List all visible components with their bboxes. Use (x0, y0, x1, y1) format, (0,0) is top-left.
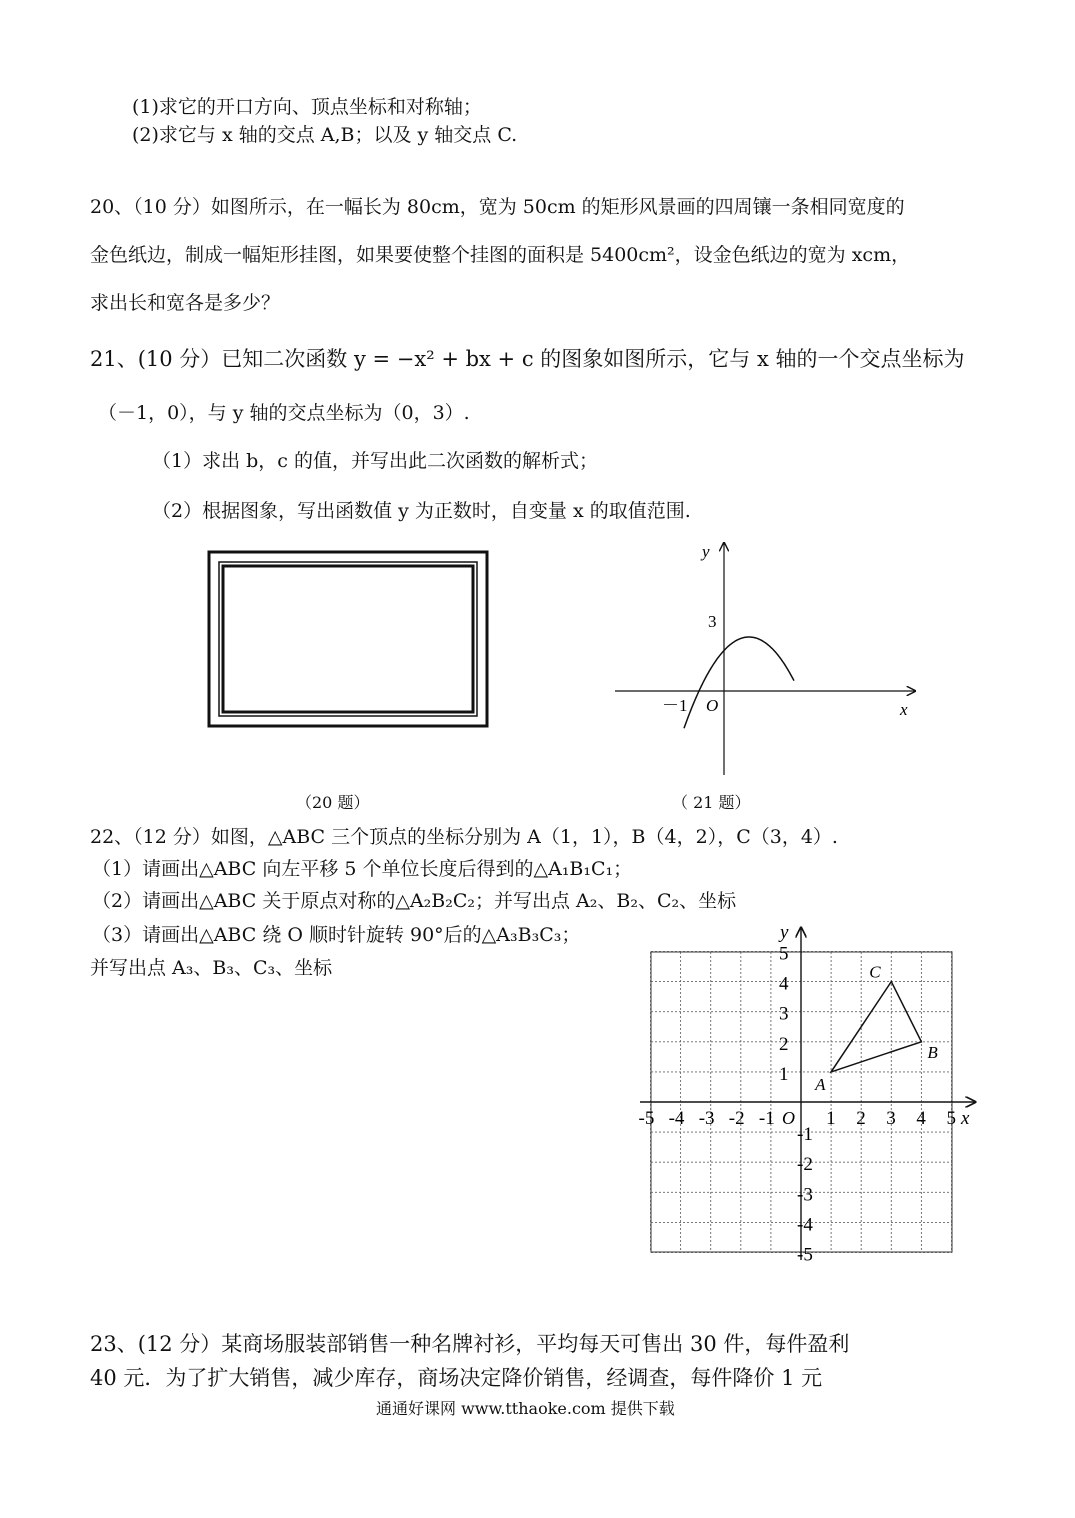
x-tick-label: 4 (916, 1108, 926, 1129)
grid-y-label: y (780, 922, 789, 943)
q20-line3: 求出长和宽各是多少？ (90, 292, 281, 314)
graph-neg-one-label: －1 (662, 696, 688, 715)
q22-sub3: （3）请画出△ABC 绕 O 顺时针旋转 90°后的△A₃B₃C₃； (92, 924, 581, 946)
graph-three-label: 3 (708, 612, 717, 631)
figure-20-caption: （20 题） (296, 793, 370, 812)
figure-21-graph (610, 535, 930, 780)
y-tick-label: 4 (779, 973, 789, 995)
figure-22-grid (630, 920, 990, 1270)
parabola-curve (684, 637, 794, 728)
y-tick-label: -3 (797, 1184, 813, 1206)
y-tick-label: -4 (797, 1214, 813, 1236)
x-tick-label: 3 (886, 1108, 896, 1129)
graph-y-label: y (702, 542, 710, 561)
point-c-label: C (869, 962, 881, 982)
q22-sub2: （2）请画出△ABC 关于原点对称的△A₂B₂C₂；并写出点 A₂、B₂、C₂、坐标 (92, 890, 737, 912)
grid-origin-label: O (782, 1108, 795, 1128)
graph-x-label: x (900, 700, 908, 719)
y-tick-label: 5 (779, 943, 789, 965)
q19-sub2: (2)求它与 x 轴的交点 A,B；以及 y 轴交点 C. (132, 124, 518, 146)
y-tick-label: -1 (797, 1124, 813, 1146)
outer-frame (209, 552, 487, 726)
y-tick-label: 3 (779, 1003, 789, 1025)
x-tick-label: 5 (946, 1108, 956, 1129)
figure-20-frame (205, 548, 491, 730)
grid-x-label: x (961, 1108, 970, 1129)
q21-line2: （－1，0），与 y 轴的交点坐标为（0，3）. (98, 402, 470, 424)
x-tick-label: -1 (758, 1108, 775, 1129)
q21-sub1: （1）求出 b，c 的值，并写出此二次函数的解析式； (152, 450, 598, 472)
figure-21-caption: （ 21 题） (672, 793, 751, 812)
tick-labels (639, 944, 957, 1266)
y-tick-label: -2 (797, 1154, 813, 1176)
x-tick-label: 1 (826, 1108, 836, 1129)
point-b-label: B (927, 1042, 938, 1062)
q21-line1: 21、(10 分）已知二次函数 y = −x² + bx + c 的图象如图所示，它与 x 轴的一个交点坐标为 (90, 347, 965, 371)
graph-origin-label: O (706, 696, 719, 715)
q20-line1: 20、（10 分）如图所示，在一幅长为 80cm，宽为 50cm 的矩形风景画的四周镶一条相同宽度的 (90, 196, 905, 218)
x-tick-label: -2 (728, 1108, 745, 1129)
q20-line2: 金色纸边，制成一幅矩形挂图，如果要使整个挂图的面积是 5400cm²，设金色纸边的宽为 xcm， (90, 244, 911, 266)
q23-line1: 23、(12 分）某商场服装部销售一种名牌衬衫，平均每天可售出 30 件，每件盈利 (90, 1332, 850, 1356)
x-tick-label: -3 (698, 1108, 715, 1129)
x-tick-label: -5 (638, 1108, 655, 1129)
q22-sub1: （1）请画出△ABC 向左平移 5 个单位长度后得到的△A₁B₁C₁； (92, 858, 633, 880)
q21-sub2: （2）根据图象，写出函数值 y 为正数时，自变量 x 的取值范围. (152, 500, 691, 522)
q22-sub4: 并写出点 A₃、B₃、C₃、坐标 (90, 957, 333, 979)
x-tick-label: -4 (668, 1108, 685, 1129)
q23-line2: 40 元．为了扩大销售，减少库存，商场决定降价销售，经调查，每件降价 1 元 (90, 1366, 823, 1390)
q19-sub1: (1)求它的开口方向、顶点坐标和对称轴； (132, 96, 482, 118)
point-a-label: A (815, 1074, 826, 1094)
triangle-abc (831, 982, 921, 1072)
x-tick-label: 2 (856, 1108, 866, 1129)
y-tick-label: 1 (779, 1063, 789, 1085)
page-footer: 通通好课网 www.tthaoke.com 提供下载 (376, 1399, 675, 1418)
y-tick-label: -5 (797, 1244, 813, 1266)
middle-frame (219, 562, 477, 716)
inner-frame (223, 566, 473, 712)
q22-line1: 22、（12 分）如图，△ABC 三个顶点的坐标分别为 A（1，1），B（4，2），C（3，4）. (90, 826, 838, 848)
y-tick-label: 2 (779, 1033, 789, 1055)
